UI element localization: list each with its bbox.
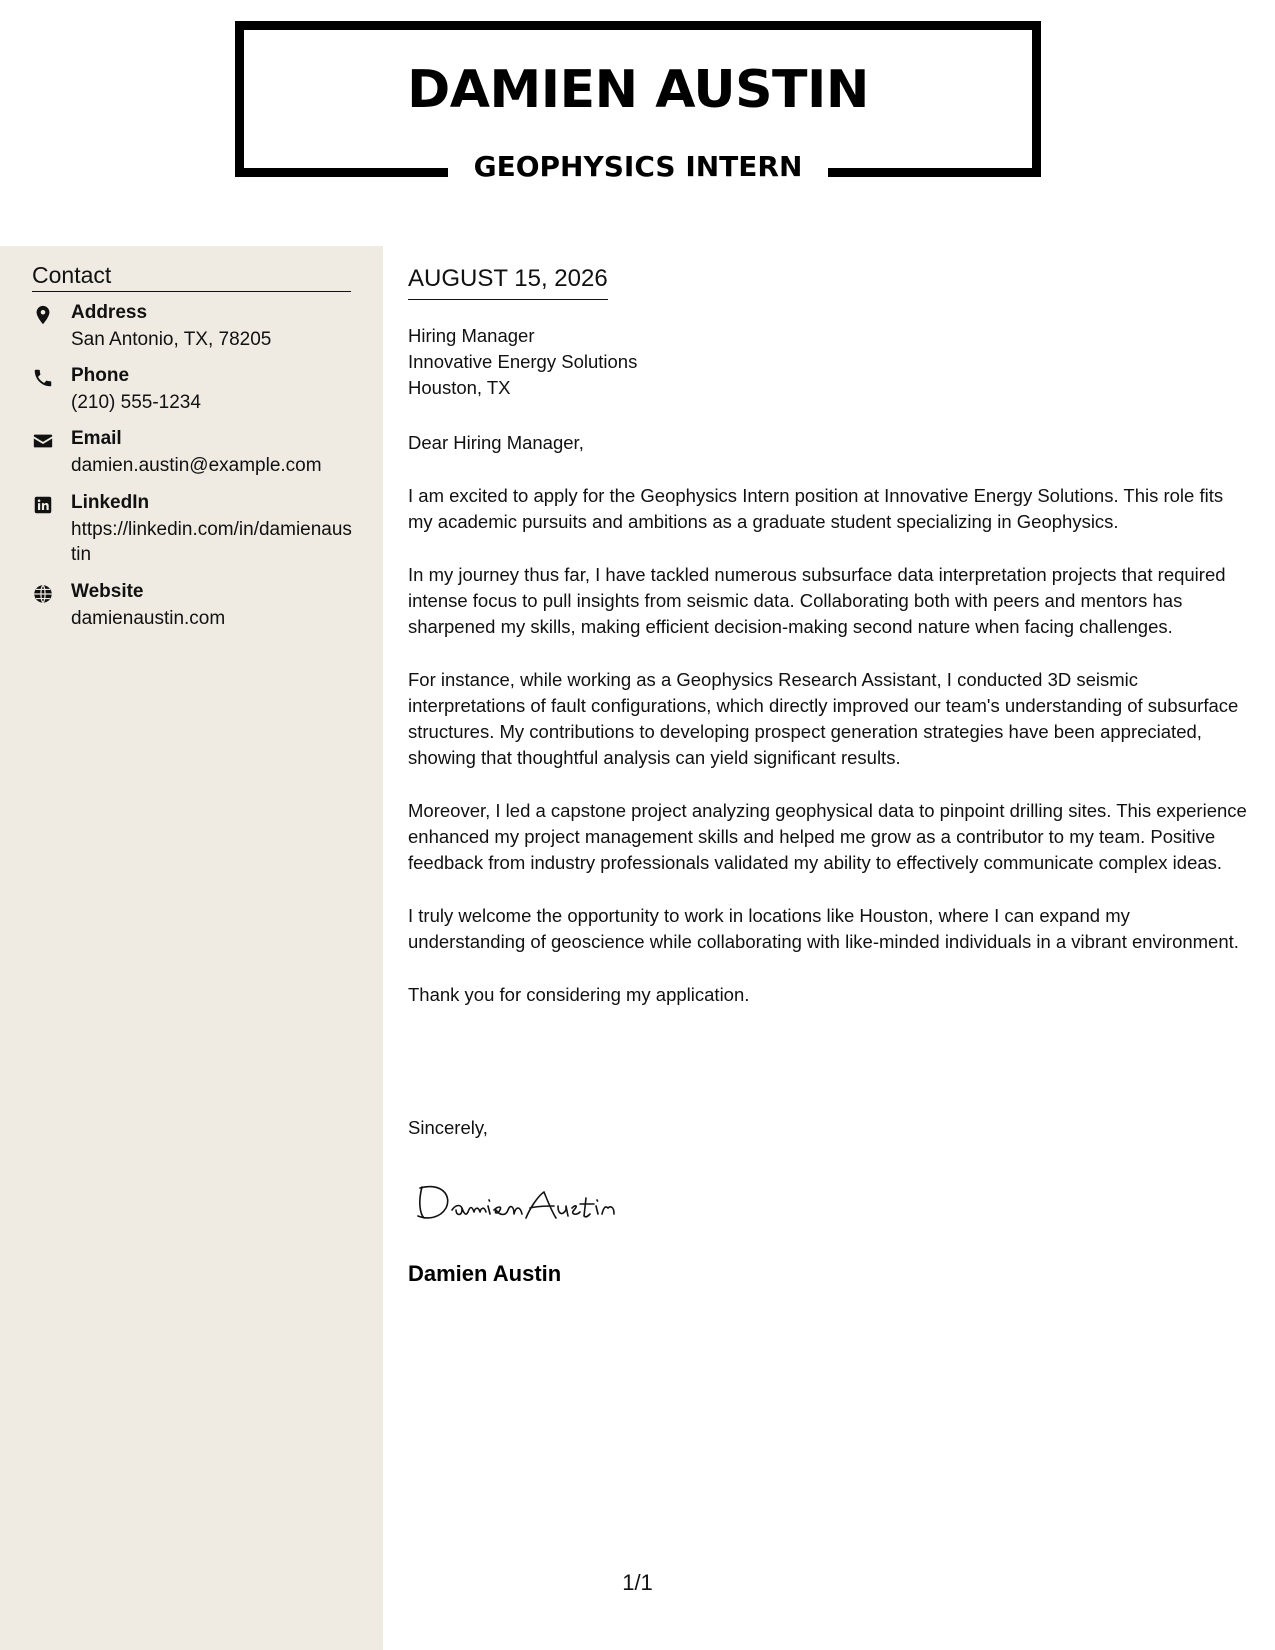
letter-paragraph: Thank you for considering my application. [408, 984, 750, 1005]
letter-paragraph: I truly welcome the opportunity to work in locations like Houston, where I can expand my understanding of geoscience while collaborating with like-minded individuals in a vibrant environment. [408, 905, 1239, 952]
applicant-name: DAMIEN AUSTIN [407, 60, 869, 120]
recipient-line: Hiring Manager [408, 325, 535, 346]
contact-label: Phone [71, 365, 130, 386]
phone-icon [32, 367, 54, 389]
envelope-icon [32, 430, 54, 452]
closing: Sincerely, [408, 1117, 488, 1138]
contact-value: (210) 555-1234 [71, 392, 201, 413]
letter-date: AUGUST 15, 2026 [408, 265, 608, 300]
contact-value: damien.austin@example.com [71, 455, 322, 476]
salutation: Dear Hiring Manager, [408, 432, 584, 453]
letter-paragraph: Moreover, I led a capstone project analyzing geophysical data to pinpoint drilling sites. This experience enhanced my project management skills and helped me grow as a contributor to my team. Positive feedback from industry professionals validated my ability to effectively communicate complex ideas. [408, 800, 1247, 873]
letter-paragraph: I am excited to apply for the Geophysics Intern position at Innovative Energy Solutions. This role fits my academic pursuits and ambitions as a graduate student specializing in Geophysics. [408, 485, 1224, 532]
letter-paragraph: For instance, while working as a Geophysics Research Assistant, I conducted 3D seismic interpretations of fault configurations, which directly improved our team's understanding of subsurface structures. My contributions to developing prospect generation strategies have been appreciated, showing that thoughtful analysis can yield significant results. [408, 669, 1239, 768]
header-frame-rule-right [828, 168, 1041, 177]
contact-label: Email [71, 428, 122, 449]
contact-value: damienaustin.com [71, 608, 226, 629]
globe-icon [32, 583, 54, 605]
job-title: GEOPHYSICS INTERN [473, 150, 803, 183]
handwritten-signature [412, 1172, 672, 1232]
contact-label: Address [71, 302, 148, 323]
contact-value: San Antonio, TX, 78205 [71, 329, 272, 350]
recipient-line: Innovative Energy Solutions [408, 351, 638, 372]
contact-label: LinkedIn [71, 492, 150, 513]
recipient-line: Houston, TX [408, 377, 511, 398]
header-frame-rule-left [235, 168, 448, 177]
letter-body [408, 430, 1248, 1035]
letter-paragraph: In my journey thus far, I have tackled numerous subsurface data interpretation projects that required intense focus to pull insights from seismic data. Collaborating both with peers and mentors has sharpened my skills, making efficient decision-making second nature when facing challenges. [408, 564, 1226, 637]
contact-heading: Contact [32, 262, 351, 292]
contact-label: Website [71, 581, 144, 602]
linkedin-icon [32, 494, 54, 516]
contact-value: https://linkedin.com/in/damienaustin [71, 519, 352, 565]
page-number: 1/1 [622, 1570, 653, 1595]
map-pin-icon [32, 304, 54, 326]
recipient-block [408, 323, 637, 401]
signer-name: Damien Austin [408, 1261, 562, 1286]
